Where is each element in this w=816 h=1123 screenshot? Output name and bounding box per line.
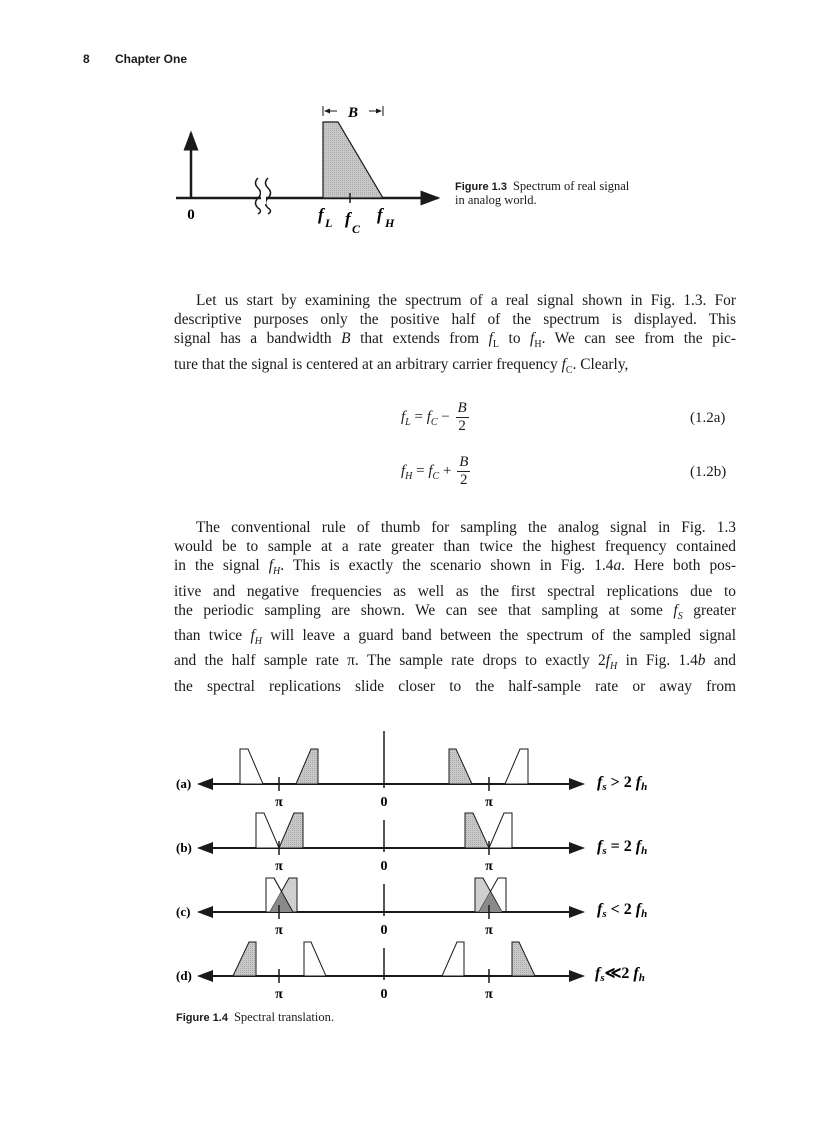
svg-text:π: π	[485, 987, 493, 1002]
svg-text:L: L	[325, 216, 333, 230]
row-b	[199, 813, 583, 855]
row-tag-c: (c)	[176, 904, 191, 919]
signal-spectrum	[323, 122, 383, 198]
paragraph-2: The conventional rule of thumb for sampling the analog signal in Fig. 1.3 would be to sample at a rate greater than twice the highest frequency contained in the signal $f_H$. This is exactly the scenario shown in Fig. 1.4a. Here both pos- itive and negative frequencies as well as the first spectral replications due to the periodic sampling are shown. We can see that sampling at some $f_S$ greater than twice $f_H$ will leave a guard band between the spectrum of the sampled signal and the half sample rate π. The sample rate drops to exactly $2f_H$ in Fig. 1.4b and the spectral replications slide closer to the half-sample rate or away from	[174, 519, 736, 695]
row-d	[199, 942, 583, 983]
svg-text:π: π	[275, 795, 283, 810]
svg-text:H: H	[385, 216, 395, 230]
svg-text:fs < 2 fh: fs < 2 fh	[597, 901, 648, 920]
svg-text:0: 0	[380, 795, 388, 810]
running-header-chapter: Chapter One	[115, 52, 188, 66]
zero-label: 0	[187, 207, 195, 223]
svg-text:π: π	[275, 859, 283, 874]
paragraph-1: Let us start by examining the spectrum of a real signal shown in Fig. 1.3. For descriptive purposes only the positive half of the spectrum is displayed. This signal has a bandwidth B that extends from $f_L$ to $f_H$. We can see from the pic- ture that the signal is centered at an arbitrary carrier frequency $f_C$. Clearly,	[174, 292, 737, 376]
fh-label: f	[377, 205, 383, 224]
fc-label: f	[345, 209, 351, 228]
svg-text:0: 0	[380, 987, 388, 1002]
row-tag-d: (d)	[176, 968, 192, 983]
svg-text:fs = 2 fh: fs = 2 fh	[597, 838, 648, 857]
equation-number-1-2b: (1.2b)	[690, 464, 727, 480]
svg-text:π: π	[485, 859, 493, 874]
caption-label: Figure 1.4	[176, 1012, 228, 1024]
row-tag-b: (b)	[176, 840, 192, 855]
svg-text:0: 0	[380, 923, 388, 938]
equation-number-1-2a: (1.2a)	[690, 410, 726, 426]
svg-text:fs≪2 fh: fs≪2 fh	[595, 965, 645, 984]
fl-label: f	[318, 205, 324, 224]
axis-break-icon	[256, 178, 261, 214]
svg-text:π: π	[275, 987, 283, 1002]
svg-text:0: 0	[380, 859, 388, 874]
row-a	[199, 731, 583, 791]
row-tag-a: (a)	[176, 776, 192, 791]
condition-labels	[595, 774, 647, 984]
svg-text:π: π	[275, 923, 283, 938]
svg-text:π: π	[485, 923, 493, 938]
figure-1-4-caption: Figure 1.4 Spectral translation.	[176, 1010, 334, 1024]
svg-text:fs > 2 fh: fs > 2 fh	[597, 774, 648, 793]
bandwidth-label: B	[347, 105, 359, 121]
svg-text:π: π	[485, 795, 493, 810]
equation-1-2a: $f_L = f_C$ − $\frac{B}{2}$	[401, 400, 467, 434]
row-c	[199, 878, 583, 919]
caption-label: Figure 1.3	[455, 181, 507, 193]
figure-1-4-diagram	[176, 731, 647, 1002]
page-number: 8	[83, 52, 90, 66]
figure-1-3-caption: Figure 1.3 Spectrum of real signal in analog world.	[455, 179, 630, 207]
equation-1-2b: $f_H = f_C$ + $\frac{B}{2}$	[401, 454, 469, 488]
svg-text:C: C	[352, 222, 361, 236]
